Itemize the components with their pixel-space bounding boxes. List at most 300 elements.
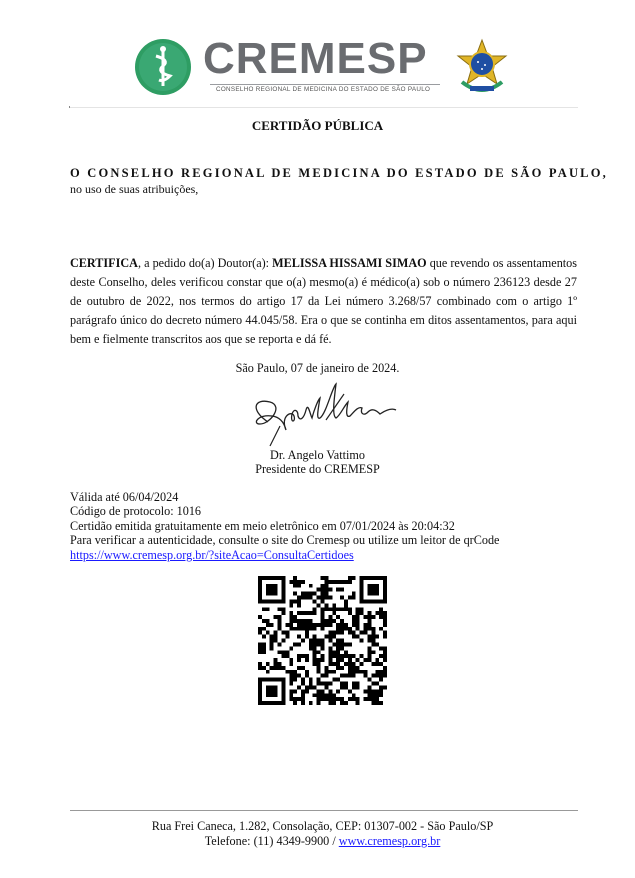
qr-module xyxy=(367,588,371,592)
qr-module xyxy=(332,580,336,584)
qr-module xyxy=(309,619,313,623)
qr-module xyxy=(317,666,321,670)
qr-module xyxy=(328,650,332,654)
qr-module xyxy=(356,666,360,670)
qr-module xyxy=(297,599,301,603)
qr-module xyxy=(301,623,305,627)
qr-module xyxy=(317,662,321,666)
qr-module xyxy=(375,584,379,588)
qr-module xyxy=(379,611,383,615)
qr-module xyxy=(301,627,305,631)
qr-module xyxy=(379,646,383,650)
qr-module xyxy=(293,576,297,580)
footer-website-link[interactable]: www.cremesp.org.br xyxy=(338,834,441,848)
qr-module xyxy=(281,682,285,686)
qr-module xyxy=(340,701,344,705)
qr-module xyxy=(375,588,379,592)
qr-module xyxy=(324,670,328,674)
qr-module xyxy=(352,697,356,701)
qr-module xyxy=(364,623,368,627)
qr-module xyxy=(313,654,317,658)
qr-module xyxy=(281,678,285,682)
issued-at: Certidão emitida gratuitamente em meio eletrônico em 07/01/2024 às 20:04:32 xyxy=(70,518,455,533)
qr-module xyxy=(301,678,305,682)
qr-module xyxy=(383,576,387,580)
qr-module xyxy=(352,674,356,678)
qr-module xyxy=(285,670,289,674)
qr-module xyxy=(356,615,360,619)
qr-module xyxy=(258,592,262,596)
qr-module xyxy=(360,596,364,600)
qr-module xyxy=(367,646,371,650)
qr-module xyxy=(278,576,282,580)
qr-module xyxy=(309,627,313,631)
qr-module xyxy=(313,642,317,646)
qr-module xyxy=(328,697,332,701)
qr-module xyxy=(348,596,352,600)
qr-module xyxy=(281,631,285,635)
qr-module xyxy=(383,623,387,627)
qr-module xyxy=(383,611,387,615)
qr-module xyxy=(352,685,356,689)
qr-module xyxy=(317,603,321,607)
qr-module xyxy=(281,588,285,592)
qr-module xyxy=(348,642,352,646)
brand-name: CREMESP xyxy=(203,34,428,83)
qr-module xyxy=(328,623,332,627)
qr-module xyxy=(383,584,387,588)
qr-module xyxy=(305,689,309,693)
qr-module xyxy=(367,693,371,697)
qr-module xyxy=(266,701,270,705)
qr-module xyxy=(258,650,262,654)
qr-module xyxy=(336,689,340,693)
qr-module xyxy=(289,693,293,697)
qr-module xyxy=(321,611,325,615)
qr-module xyxy=(344,685,348,689)
qr-module xyxy=(356,623,360,627)
qr-module xyxy=(266,592,270,596)
qr-module xyxy=(328,693,332,697)
qr-module xyxy=(348,607,352,611)
qr-module xyxy=(336,642,340,646)
qr-module xyxy=(383,619,387,623)
brazil-coat-of-arms-icon xyxy=(452,38,512,98)
qr-module xyxy=(293,599,297,603)
qr-module xyxy=(383,580,387,584)
qr-module xyxy=(317,588,321,592)
qr-module xyxy=(332,635,336,639)
qr-module xyxy=(379,670,383,674)
qr-module xyxy=(379,674,383,678)
qr-module xyxy=(297,603,301,607)
qr-module xyxy=(352,596,356,600)
qr-module xyxy=(274,689,278,693)
qr-module xyxy=(364,674,368,678)
qr-module xyxy=(324,635,328,639)
qr-module xyxy=(348,580,352,584)
qr-module xyxy=(278,701,282,705)
qr-module xyxy=(266,631,270,635)
qr-module xyxy=(360,654,364,658)
qr-module xyxy=(364,689,368,693)
qr-module xyxy=(371,588,375,592)
signer-title: Presidente do CREMESP xyxy=(255,462,380,476)
qr-module xyxy=(367,615,371,619)
qr-module xyxy=(340,697,344,701)
qr-module xyxy=(375,670,379,674)
qr-module xyxy=(324,596,328,600)
qr-module xyxy=(371,701,375,705)
qr-module xyxy=(262,599,266,603)
qr-module xyxy=(324,682,328,686)
qr-module xyxy=(360,592,364,596)
qr-module xyxy=(383,670,387,674)
qr-module xyxy=(270,646,274,650)
qr-module xyxy=(383,654,387,658)
qr-module xyxy=(371,615,375,619)
qr-module xyxy=(321,697,325,701)
qr-module xyxy=(317,693,321,697)
qr-module xyxy=(348,631,352,635)
qr-module xyxy=(367,611,371,615)
qr-module xyxy=(379,576,383,580)
qr-module xyxy=(344,650,348,654)
qr-module xyxy=(371,693,375,697)
qr-module xyxy=(309,678,313,682)
qr-module xyxy=(281,599,285,603)
qr-module xyxy=(352,654,356,658)
qr-module xyxy=(324,588,328,592)
qr-module xyxy=(274,615,278,619)
qr-module xyxy=(332,693,336,697)
qr-module xyxy=(344,642,348,646)
qr-module xyxy=(281,611,285,615)
qr-module xyxy=(360,631,364,635)
qr-module xyxy=(266,685,270,689)
qr-module xyxy=(266,619,270,623)
qr-module xyxy=(383,631,387,635)
qr-module xyxy=(371,599,375,603)
place-date: São Paulo, 07 de janeiro de 2024. xyxy=(235,361,400,375)
qr-module xyxy=(258,685,262,689)
qr-module xyxy=(371,592,375,596)
qr-module xyxy=(258,646,262,650)
qr-module xyxy=(258,642,262,646)
qr-module xyxy=(270,623,274,627)
qr-module xyxy=(371,682,375,686)
qr-module xyxy=(332,701,336,705)
qr-module xyxy=(344,674,348,678)
qr-module xyxy=(301,682,305,686)
qr-module xyxy=(281,592,285,596)
qr-module xyxy=(309,639,313,643)
qr-module xyxy=(309,623,313,627)
qr-module xyxy=(289,697,293,701)
qr-module xyxy=(266,584,270,588)
qr-module xyxy=(301,611,305,615)
qr-module xyxy=(274,701,278,705)
qr-module xyxy=(356,611,360,615)
verification-link[interactable]: https://www.cremesp.org.br/?siteAcao=ConsultaCertidoes xyxy=(70,547,354,562)
qr-module xyxy=(274,693,278,697)
qr-module xyxy=(367,678,371,682)
org-subtitle: no uso de suas atribuições, xyxy=(70,182,199,196)
qr-module xyxy=(379,689,383,693)
qr-module xyxy=(321,607,325,611)
qr-module xyxy=(352,619,356,623)
qr-module xyxy=(266,576,270,580)
org-name-line xyxy=(70,166,608,181)
qr-module xyxy=(328,646,332,650)
qr-module xyxy=(289,599,293,603)
qr-module xyxy=(258,631,262,635)
qr-module xyxy=(367,599,371,603)
qr-module xyxy=(274,635,278,639)
qr-module xyxy=(262,678,266,682)
qr-module xyxy=(367,576,371,580)
valid-until: Válida até 06/04/2024 xyxy=(70,490,179,504)
qr-module xyxy=(332,697,336,701)
qr-module xyxy=(348,658,352,662)
qr-module xyxy=(332,650,336,654)
qr-module xyxy=(309,642,313,646)
qr-module xyxy=(356,685,360,689)
qr-module xyxy=(270,693,274,697)
verification-block xyxy=(70,490,499,562)
qr-module xyxy=(262,701,266,705)
qr-module xyxy=(340,666,344,670)
certify-text-2: que revendo os assentamentos deste Conselho, deles verificou constar que o(a) mesmo(a) é médico(a) sob o número 236123 desde 27 de outubro de 2022, nos termos do artigo 17 da Lei número 3.268/57 combinado com o artigo 1º parágrafo único do decreto número 44.045/58. Era o que se continha em ditos assentamentos, para aqui bem e fielmente transcritos aos que se reporta e dá fé. xyxy=(70,256,578,346)
qr-module xyxy=(379,654,383,658)
qr-module xyxy=(317,623,321,627)
qr-module xyxy=(336,607,340,611)
qr-module xyxy=(367,639,371,643)
footer-divider xyxy=(70,810,578,811)
qr-module xyxy=(281,596,285,600)
qr-module xyxy=(262,642,266,646)
qr-module xyxy=(309,611,313,615)
qr-module xyxy=(352,670,356,674)
qr-module xyxy=(356,670,360,674)
qr-module xyxy=(344,627,348,631)
qr-module xyxy=(324,685,328,689)
qr-module xyxy=(371,697,375,701)
qr-module xyxy=(321,689,325,693)
qr-module xyxy=(328,670,332,674)
qr-module xyxy=(360,599,364,603)
qr-module xyxy=(360,580,364,584)
qr-module xyxy=(383,596,387,600)
qr-module xyxy=(321,674,325,678)
qr-module xyxy=(317,678,321,682)
qr-module xyxy=(371,631,375,635)
qr-module xyxy=(289,646,293,650)
qr-module xyxy=(336,588,340,592)
handwritten-signature xyxy=(240,380,405,450)
qr-module xyxy=(266,623,270,627)
qr-module xyxy=(293,615,297,619)
qr-module xyxy=(305,592,309,596)
qr-module xyxy=(367,635,371,639)
qr-module xyxy=(281,580,285,584)
qr-module xyxy=(383,650,387,654)
qr-module xyxy=(383,592,387,596)
qr-module xyxy=(258,662,262,666)
qr-module xyxy=(364,615,368,619)
qr-module xyxy=(281,654,285,658)
qr-module xyxy=(340,646,344,650)
qr-module xyxy=(297,642,301,646)
qr-module xyxy=(340,682,344,686)
qr-module xyxy=(293,627,297,631)
org-name: O CONSELHO REGIONAL DE MEDICINA DO ESTADO DE SÃO PAULO xyxy=(70,166,603,180)
qr-module xyxy=(340,580,344,584)
qr-module xyxy=(328,701,332,705)
qr-module xyxy=(379,662,383,666)
qr-module xyxy=(348,666,352,670)
qr-module xyxy=(258,682,262,686)
qr-module xyxy=(258,584,262,588)
qr-module xyxy=(352,662,356,666)
qr-module xyxy=(340,596,344,600)
qr-module xyxy=(289,619,293,623)
qr-module xyxy=(332,670,336,674)
qr-module xyxy=(278,615,282,619)
qr-module xyxy=(340,685,344,689)
qr-module xyxy=(270,592,274,596)
qr-module xyxy=(317,697,321,701)
qr-module xyxy=(285,631,289,635)
qr-module xyxy=(340,623,344,627)
qr-module xyxy=(301,666,305,670)
qr-module xyxy=(293,580,297,584)
qr-module xyxy=(301,654,305,658)
qr-module xyxy=(375,682,379,686)
qr-module xyxy=(313,639,317,643)
qr-module xyxy=(344,682,348,686)
qr-module xyxy=(262,627,266,631)
qr-module xyxy=(285,650,289,654)
qr-module xyxy=(336,639,340,643)
qr-module xyxy=(309,682,313,686)
qr-module xyxy=(348,689,352,693)
qr-module xyxy=(324,603,328,607)
qr-module xyxy=(356,682,360,686)
qr-module xyxy=(383,674,387,678)
qr-module xyxy=(258,599,262,603)
qr-module xyxy=(321,615,325,619)
qr-module xyxy=(328,635,332,639)
qr-module xyxy=(301,592,305,596)
qr-module xyxy=(324,619,328,623)
qr-module xyxy=(321,682,325,686)
qr-module xyxy=(321,639,325,643)
qr-module xyxy=(379,607,383,611)
qr-module xyxy=(321,693,325,697)
qr-module xyxy=(305,670,309,674)
qr-module xyxy=(328,607,332,611)
qr-code[interactable] xyxy=(258,576,387,705)
qr-module xyxy=(344,603,348,607)
qr-module xyxy=(340,658,344,662)
qr-module xyxy=(375,611,379,615)
qr-module xyxy=(317,670,321,674)
qr-module xyxy=(317,642,321,646)
qr-module xyxy=(379,693,383,697)
doctor-name: MELISSA HISSAMI SIMAO xyxy=(272,256,427,270)
qr-module xyxy=(336,662,340,666)
qr-module xyxy=(258,678,262,682)
qr-module xyxy=(367,689,371,693)
qr-module xyxy=(367,627,371,631)
qr-module xyxy=(301,697,305,701)
qr-module xyxy=(289,670,293,674)
qr-module xyxy=(328,662,332,666)
qr-module xyxy=(375,674,379,678)
qr-module xyxy=(262,576,266,580)
qr-module xyxy=(258,689,262,693)
qr-module xyxy=(332,631,336,635)
qr-module xyxy=(375,635,379,639)
qr-module xyxy=(317,596,321,600)
qr-module xyxy=(364,576,368,580)
qr-module xyxy=(281,607,285,611)
qr-module xyxy=(270,588,274,592)
qr-module xyxy=(274,584,278,588)
qr-module xyxy=(375,658,379,662)
qr-module xyxy=(313,607,317,611)
qr-module xyxy=(332,678,336,682)
qr-module xyxy=(336,666,340,670)
footer-address: Rua Frei Caneca, 1.282, Consolação, CEP: 01307-002 - São Paulo/SP xyxy=(151,819,494,833)
qr-module xyxy=(289,662,293,666)
qr-module xyxy=(278,623,282,627)
qr-module xyxy=(352,635,356,639)
qr-module xyxy=(360,576,364,580)
qr-module xyxy=(293,678,297,682)
qr-module xyxy=(317,658,321,662)
qr-module xyxy=(379,599,383,603)
qr-module xyxy=(274,685,278,689)
qr-module xyxy=(364,631,368,635)
qr-module xyxy=(281,639,285,643)
qr-module xyxy=(340,639,344,643)
qr-module xyxy=(321,599,325,603)
qr-module xyxy=(367,623,371,627)
qr-module xyxy=(305,623,309,627)
qr-module xyxy=(367,658,371,662)
qr-module xyxy=(328,682,332,686)
qr-module xyxy=(278,678,282,682)
qr-module xyxy=(297,666,301,670)
qr-module xyxy=(336,654,340,658)
qr-module xyxy=(367,654,371,658)
qr-module xyxy=(281,689,285,693)
qr-module xyxy=(324,693,328,697)
qr-module xyxy=(371,639,375,643)
qr-module xyxy=(375,576,379,580)
qr-module xyxy=(328,689,332,693)
qr-module xyxy=(297,584,301,588)
qr-module xyxy=(289,611,293,615)
qr-module xyxy=(313,685,317,689)
qr-module xyxy=(375,599,379,603)
qr-module xyxy=(324,697,328,701)
qr-module xyxy=(321,654,325,658)
signer-name: Dr. Angelo Vattimo xyxy=(270,448,365,462)
qr-module xyxy=(313,623,317,627)
